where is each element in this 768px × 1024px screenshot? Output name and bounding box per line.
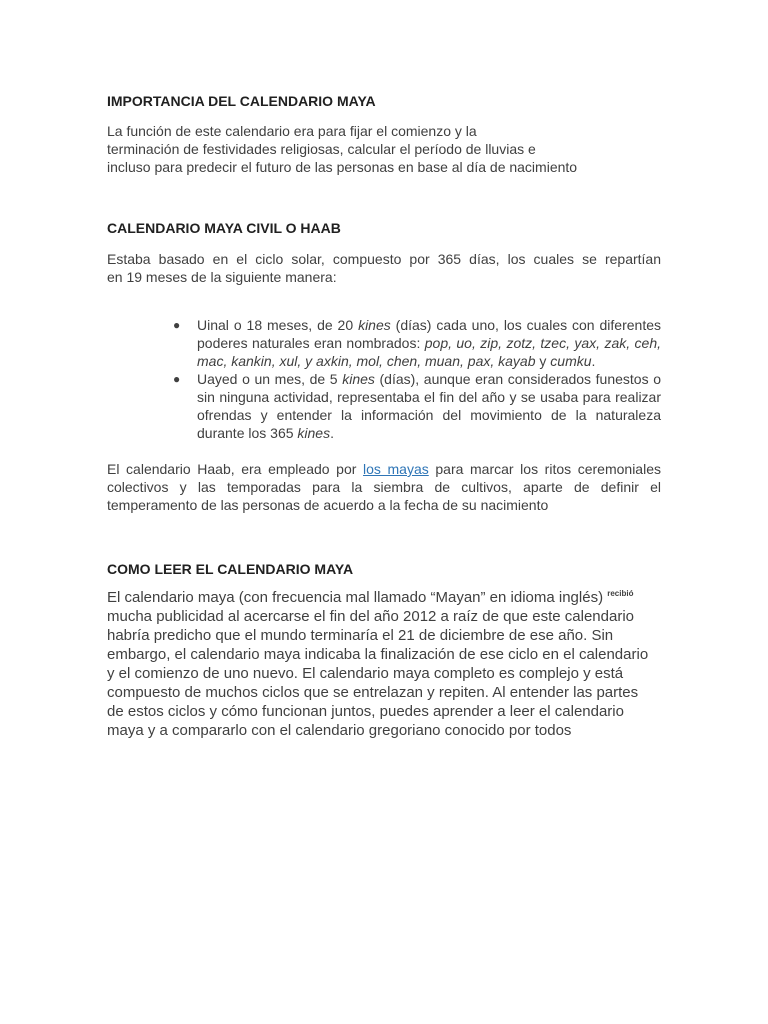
text: (días), aunque eran considerados funestos o sin ninguna actividad, representaba el fin del año y se usaba para realizar ofrendas y entender la información del movimiento de la naturaleza durante los 365: [197, 371, 661, 441]
text: .: [330, 425, 334, 441]
text-italic: kines: [297, 425, 331, 441]
heading-como-leer: COMO LEER EL CALENDARIO MAYA: [107, 561, 354, 577]
text-line: La función de este calendario era para fijar el comienzo y la: [107, 123, 477, 139]
list-item-uinal: [173, 316, 661, 370]
text-line: maya y a compararlo con el calendario gregoriano conocido por todos: [107, 722, 572, 739]
text: Uayed o un mes, de 5: [197, 371, 343, 387]
text-line: incluso para predecir el futuro de las personas en base al día de nacimiento: [107, 159, 578, 175]
paragraph-importancia: [107, 122, 667, 176]
text: .: [591, 353, 596, 369]
superscript-note: recibió: [607, 589, 634, 598]
text: El calendario maya (con frecuencia mal llamado “Mayan” en idioma inglés): [107, 589, 604, 606]
text-italic: kines: [358, 317, 391, 333]
text: para marcar los ritos ceremoniales colectivos y las temporadas para la siembra de cultivos, aparte de definir el temperamento de las personas de acuerdo a la fecha de su nacimiento: [107, 461, 661, 513]
link-los-mayas[interactable]: los mayas: [363, 461, 429, 477]
paragraph-como-leer: [107, 588, 667, 740]
bullet-icon: ●: [173, 372, 181, 386]
heading-importancia: IMPORTANCIA DEL CALENDARIO MAYA: [107, 93, 376, 109]
text-line: terminación de festividades religiosas, calcular el período de lluvias e: [107, 141, 536, 157]
text: Uinal o 18 meses, de 20: [197, 317, 359, 333]
text-line: Estaba basado en el ciclo solar, compuesto por 365 días, los cuales se repartían: [107, 251, 661, 267]
bullet-icon: ●: [173, 318, 181, 332]
text-line: habría predicho que el mundo terminaría el 21 de diciembre de ese año. Sin: [107, 627, 614, 644]
list-item-uayed: [173, 370, 661, 442]
text-italic: cumku: [550, 353, 592, 369]
paragraph-haab-uso: [107, 460, 661, 514]
paragraph-haab-intro: [107, 250, 661, 286]
text-line: compuesto de muchos ciclos que se entrelazan y repiten. Al entender las partes: [107, 684, 639, 701]
month-names: pop, uo, zip, zotz, tzec, yax, zak, ceh, mac, kankin, xul, y axkin, mol, chen, muan, pax, kayab: [197, 335, 661, 369]
text-line: embargo, el calendario maya indicaba la finalización de ese ciclo en el calendario: [107, 646, 649, 663]
text: y: [535, 353, 551, 369]
heading-haab: CALENDARIO MAYA CIVIL O HAAB: [107, 220, 341, 236]
text: El calendario Haab, era empleado por: [107, 461, 364, 477]
text-line: de estos ciclos y cómo funcionan juntos, puedes aprender a leer el calendario: [107, 703, 624, 720]
text-line: mucha publicidad al acercarse el fin del año 2012 a raíz de que este calendario: [107, 608, 635, 625]
month-list: [173, 316, 661, 442]
text-line: en 19 meses de la siguiente manera:: [107, 269, 337, 285]
text-line: y el comienzo de uno nuevo. El calendario maya completo es complejo y está: [107, 665, 624, 682]
text: (días) cada uno, los cuales con diferentes poderes naturales eran nombrados:: [197, 317, 662, 351]
text-italic: kines: [342, 371, 375, 387]
text-line: [107, 588, 667, 607]
